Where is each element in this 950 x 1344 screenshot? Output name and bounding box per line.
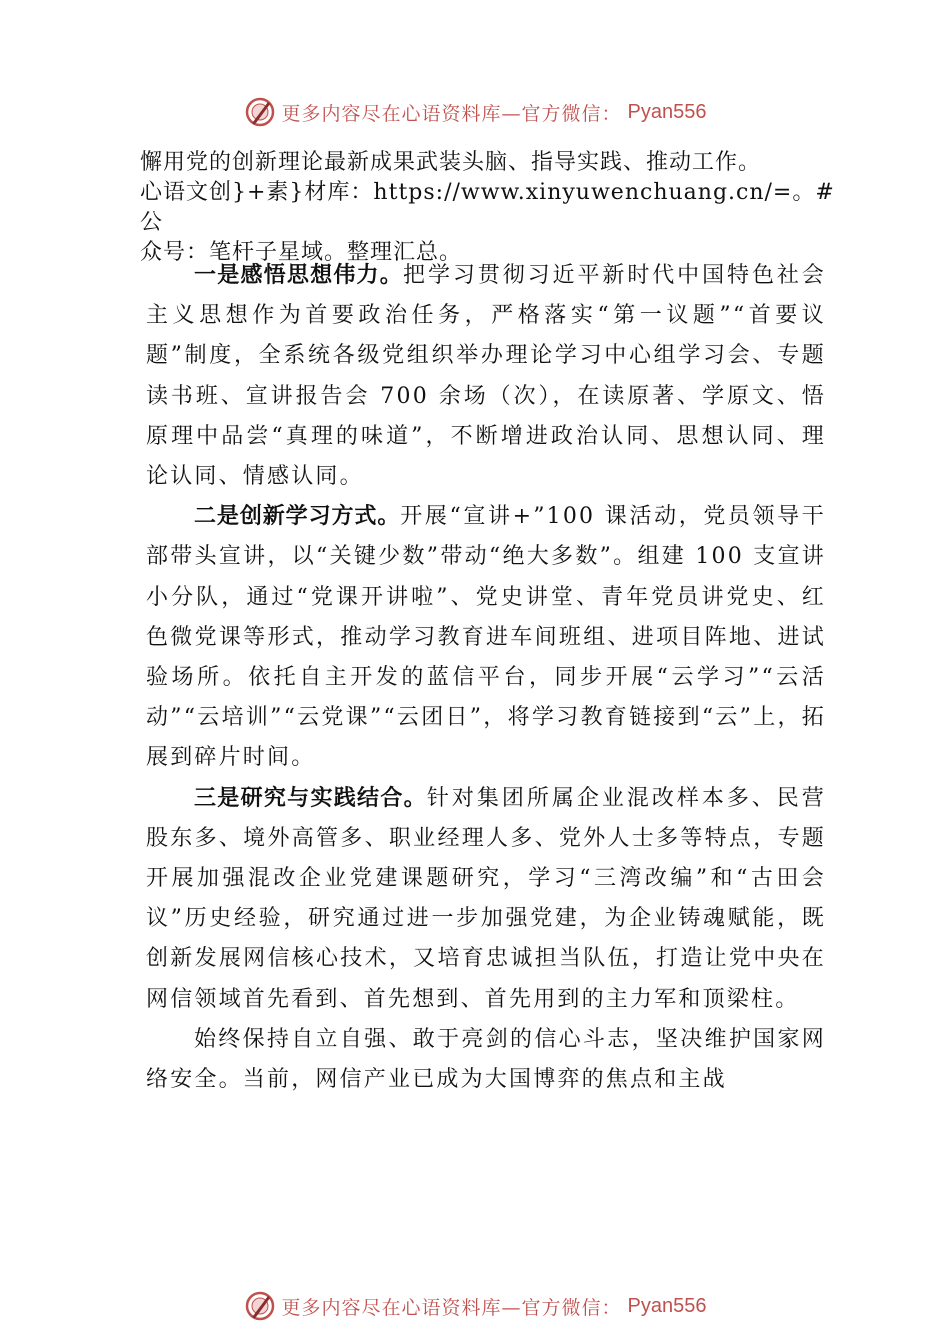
paragraph-lead: 一是感悟思想伟力。 (194, 263, 404, 288)
paragraph-text: 开展“宣讲+”100 课活动，党员领导干部带头宣讲，以“关键少数”带动“绝大多数”。组建 100 支宣讲小分队，通过“党课开讲啦”、党史讲堂、青年党员讲党史、红色微党课等形式，推动学习教育进车间班组、进项目阵地、进试验场所。依托自主开发的蓝信平台，同步开展“云学习”“云活动”“云培训”“云党课”“云团日”，将学习教育链接到“云”上，拓展到碎片时间。 (146, 504, 826, 771)
intro-block (140, 148, 840, 268)
intro-line: 懈用党的创新理论最新成果武装头脑、指导实践、推动工作。 (140, 150, 762, 175)
paragraph (146, 1020, 826, 1100)
intro-line: 心语文创}+素}材库：https://www.xinyuwenchuang.cn/=。#公 (140, 180, 835, 235)
paragraph (146, 779, 826, 1020)
quill-seal-icon (244, 96, 276, 128)
paragraph-lead: 三是研究与实践结合。 (194, 785, 427, 811)
banner-text: 更多内容尽在心语资料库—官方微信： (281, 102, 622, 125)
paragraph-text: 始终保持自立自强、敢于亮剑的信心斗志，坚决维护国家网络安全。当前，网信产业已成为大国博弈的焦点和主战 (146, 1026, 826, 1093)
paragraph (146, 256, 826, 497)
paragraph-text: 针对集团所属企业混改样本多、民营股东多、境外高管多、职业经理人多、党外人士多等特点，专题开展加强混改企业党建课题研究，学习“三湾改编”和“古田会议”历史经验，研究通过进一步加强党建，为企业铸魂赋能，既创新发展网信核心技术，又培育忠诚担当队伍，打造让党中央在网信领域首先看到、首先想到、首先用到的主力军和顶梁柱。 (146, 785, 826, 1012)
banner-handle: Pyan556 (627, 1294, 707, 1317)
intro-line: 众号：笔杆子星域。整理汇总。 (140, 240, 463, 265)
document-body (146, 256, 826, 1100)
footer-banner (0, 1290, 950, 1322)
banner-content (244, 96, 707, 128)
banner-handle: Pyan556 (627, 100, 707, 123)
quill-seal-icon (244, 1290, 276, 1322)
banner-content (244, 1290, 707, 1322)
header-banner (0, 96, 950, 128)
paragraph-text: 把学习贯彻习近平新时代中国特色社会主义思想作为首要政治任务，严格落实“第一议题”“首要议题”制度，全系统各级党组织举办理论学习中心组学习会、专题读书班、宣讲报告会 700 余场（次），在读原著、学原文、悟原理中品尝“真理的味道”，不断增进政治认同、思想认同、理论认同、情感认同。 (146, 263, 826, 490)
paragraph (146, 497, 826, 778)
banner-text: 更多内容尽在心语资料库—官方微信： (281, 1296, 622, 1319)
paragraph-lead: 二是创新学习方式。 (194, 504, 401, 530)
